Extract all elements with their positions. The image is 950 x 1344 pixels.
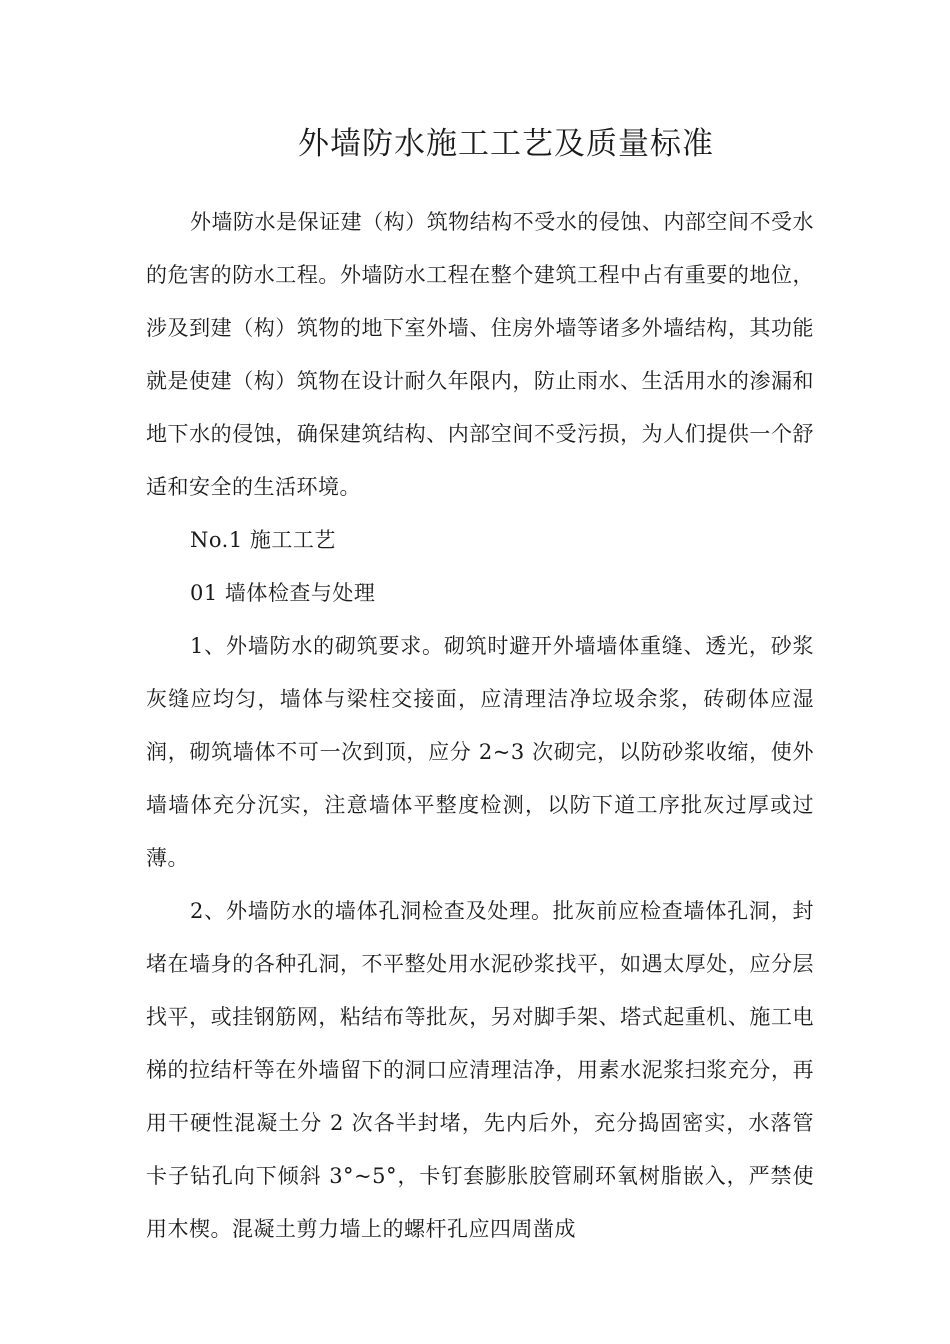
subsection-heading-wall-inspection: 01 墙体检查与处理 (190, 581, 376, 605)
document-body (146, 196, 814, 1256)
paragraph-masonry-requirements: 1、外墙防水的砌筑要求。砌筑时避开外墙墙体重缝、透光，砂浆灰缝应均匀，墙体与梁柱交接面，应清理洁净垃圾余浆，砖砌体应湿润，砌筑墙体不可一次到顶，应分 2~3 次砌完，以防砂浆收缩，使外墙墙体充分沉实，注意墙体平整度检测，以防下道工序批灰过厚或过薄。 (146, 634, 814, 870)
paragraph-intro: 外墙防水是保证建（构）筑物结构不受水的侵蚀、内部空间不受水的危害的防水工程。外墙防水工程在整个建筑工程中占有重要的地位，涉及到建（构）筑物的地下室外墙、住房外墙等诸多外墙结构，其功能就是使建（构）筑物在设计耐久年限内，防止雨水、生活用水的渗漏和地下水的侵蚀，确保建筑结构、内部空间不受污损，为人们提供一个舒适和安全的生活环境。 (146, 210, 814, 499)
document-title: 外墙防水施工工艺及质量标准 (298, 126, 714, 162)
paragraph-wall-hole-treatment: 2、外墙防水的墙体孔洞检查及处理。批灰前应检查墙体孔洞，封堵在墙身的各种孔洞，不平整处用水泥砂浆找平，如遇太厚处，应分层找平，或挂钢筋网，粘结布等批灰，另对脚手架、塔式起重机、施工电梯的拉结杆等在外墙留下的洞口应清理洁净，用素水泥浆扫浆充分，再用干硬性混凝土分 2 次各半封堵，先内后外，充分捣固密实，水落管卡子钻孔向下倾斜 3°~5°，卡钉套膨胀胶管刷环氧树脂嵌入，严禁使用木楔。混凝土剪力墙上的螺杆孔应四周凿成 (146, 899, 814, 1241)
section-heading-construction-process: No.1 施工工艺 (190, 528, 336, 552)
